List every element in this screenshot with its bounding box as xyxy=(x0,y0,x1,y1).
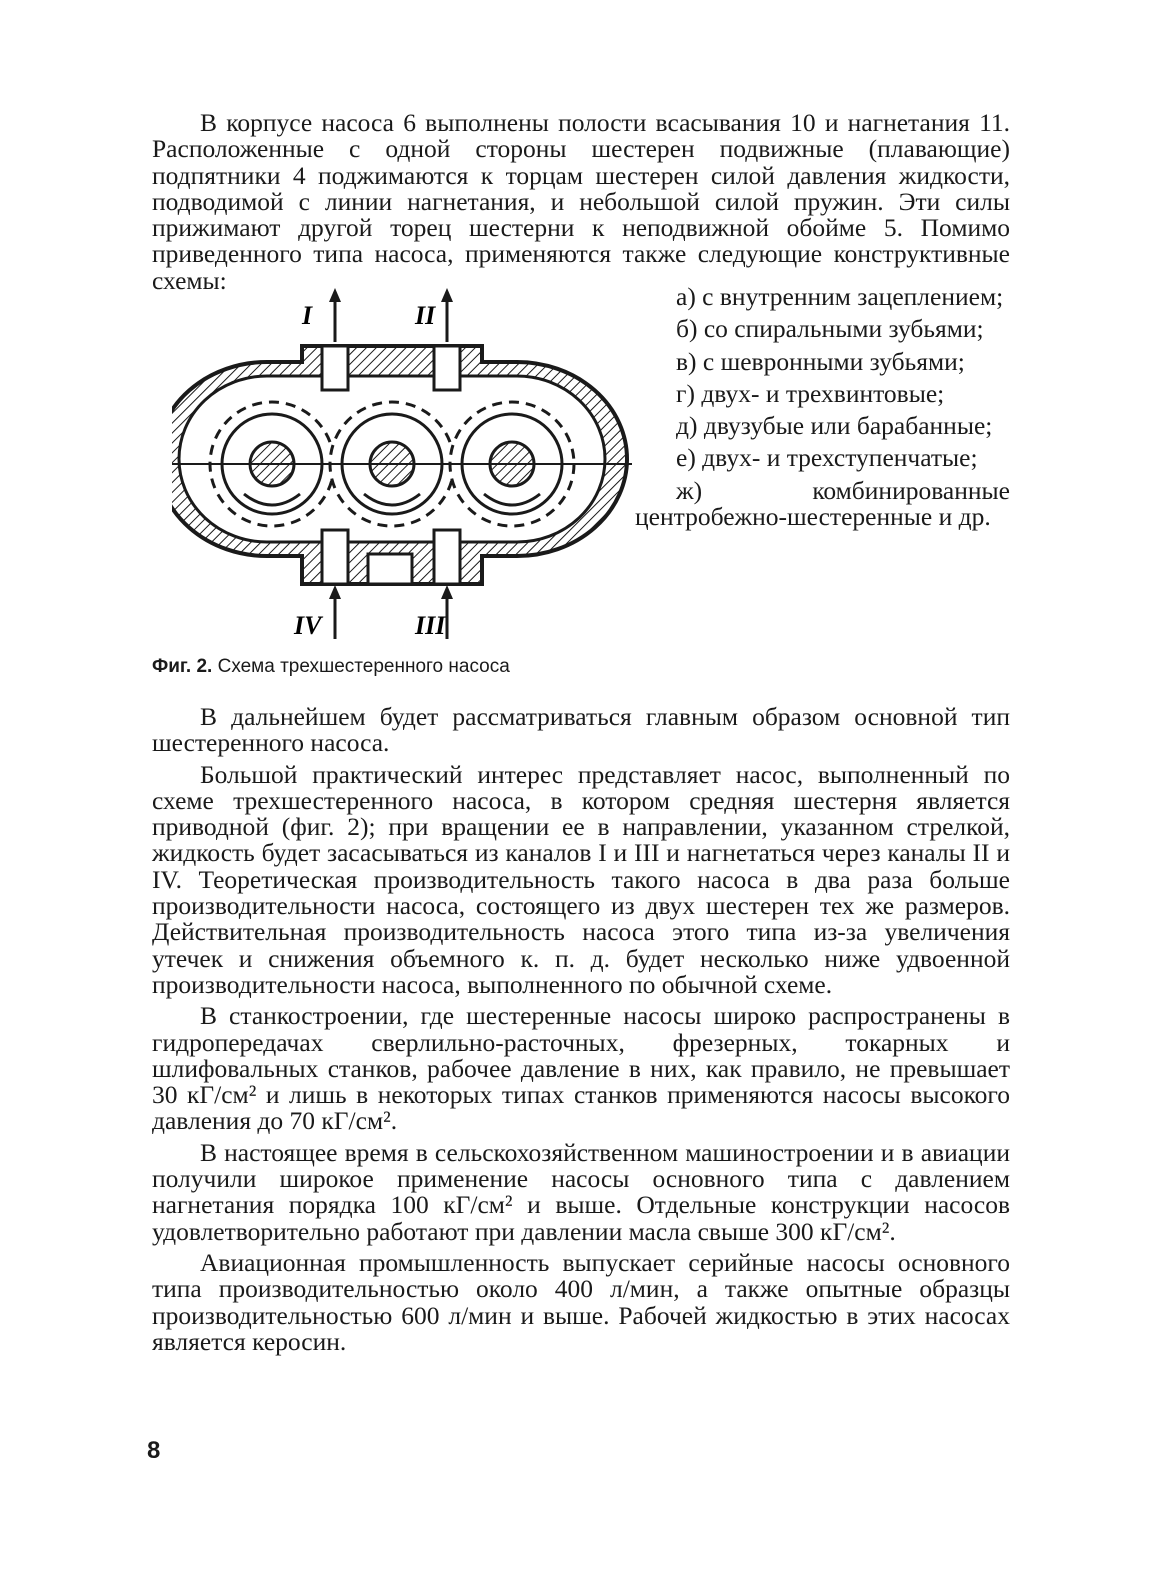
list-item: ж) комбинированные центробежно-шестеренные и др. xyxy=(635,475,1010,532)
paragraph-pump-housing: В корпусе насоса 6 выполнены полости всасывания 10 и нагнетания 11. Расположенные с одной стороны шестерен подвижные (плавающие) подпятники 4 поджимаются к торцам шестерен силой давления жидкости, подводимой с линии нагнетания, и небольшой силой пружин. Эти силы прижимают другой торец шестерни к неподвижной обойме 5. Помимо приведенного типа насоса, применяются также следующие конструктивные схемы: xyxy=(152,108,1010,295)
label-channel-I: I xyxy=(302,301,313,330)
list-item: а) с внутренним зацеплением; xyxy=(676,282,1004,311)
list-item: д) двузубые или барабанные; xyxy=(676,411,993,441)
figure-caption xyxy=(152,656,627,678)
intro-text-block xyxy=(152,110,1010,294)
paragraph-three-gear: Большой практический интерес представляет насос, выполненный по схеме трехшестеренного насоса, в котором средняя шестерня является приводной (фиг. 2); при вращении ее в направлении, указанном стрелкой, жидкость будет засасываться из каналов I и III и нагнетаться через каналы II и IV. Теоретическая производительность такого насоса в два раза больше производительности насоса, состоящего из двух шестерен тех же размеров. Действительная производительность насоса этого типа из-за увеличения утечек и снижения объемного к. п. д. будет несколько ниже удвоенной производительности насоса, выполненного по обычной схеме. xyxy=(152,759,1010,999)
page-number: 8 xyxy=(147,1437,161,1464)
body-text-block xyxy=(152,704,1010,1360)
figure-and-list-zone xyxy=(152,284,1010,704)
paragraph-aviation-industry: Авиационная промышленность выпускает серийные насосы основного типа производительностью около 400 л/мин, а также опытные образцы производительностью 600 л/мин и выше. Рабочей жидкостью в этих насосах является керосин. xyxy=(152,1247,1010,1356)
label-channel-II: II xyxy=(415,301,436,330)
three-gear-pump-figure xyxy=(172,284,632,649)
label-channel-III: III xyxy=(415,611,446,640)
list-item: б) со спиральными зубьями; xyxy=(676,314,984,344)
paragraph-machine-tools: В станкостроении, где шестеренные насосы широко распространены в гидропередачах сверлильно-расточных, фрезерных, токарных и шлифовальных станков, рабочее давление в них, как правило, не превышает 30 кГ/см² и лишь в некоторых типах станков применяются насосы высокого давления до 70 кГ/см². xyxy=(152,1001,1010,1136)
list-item: г) двух- и трехвинтовые; xyxy=(676,378,945,408)
label-channel-IV: IV xyxy=(294,611,322,640)
list-item: е) двух- и трехступенчатые; xyxy=(676,443,978,473)
construction-schemes-list xyxy=(635,284,1010,536)
figure-caption-text: Схема трехшестеренного насоса xyxy=(217,656,510,677)
list-item: в) с шевронными зубьями; xyxy=(676,346,965,376)
paragraph-aviation-pressure: В настоящее время в сельскохозяйственном машиностроении и в авиации получили широкое применение насосы основного типа с давлением нагнетания порядка 100 кГ/см² и выше. Отдельные конструкции насосов удовлетворительно работают при давлении масла свыше 300 кГ/см². xyxy=(152,1137,1010,1246)
figure-caption-label: Фиг. 2. xyxy=(152,656,213,677)
paragraph-main-type: В дальнейшем будет рассматриваться главным образом основной тип шестеренного насоса. xyxy=(152,702,1010,758)
